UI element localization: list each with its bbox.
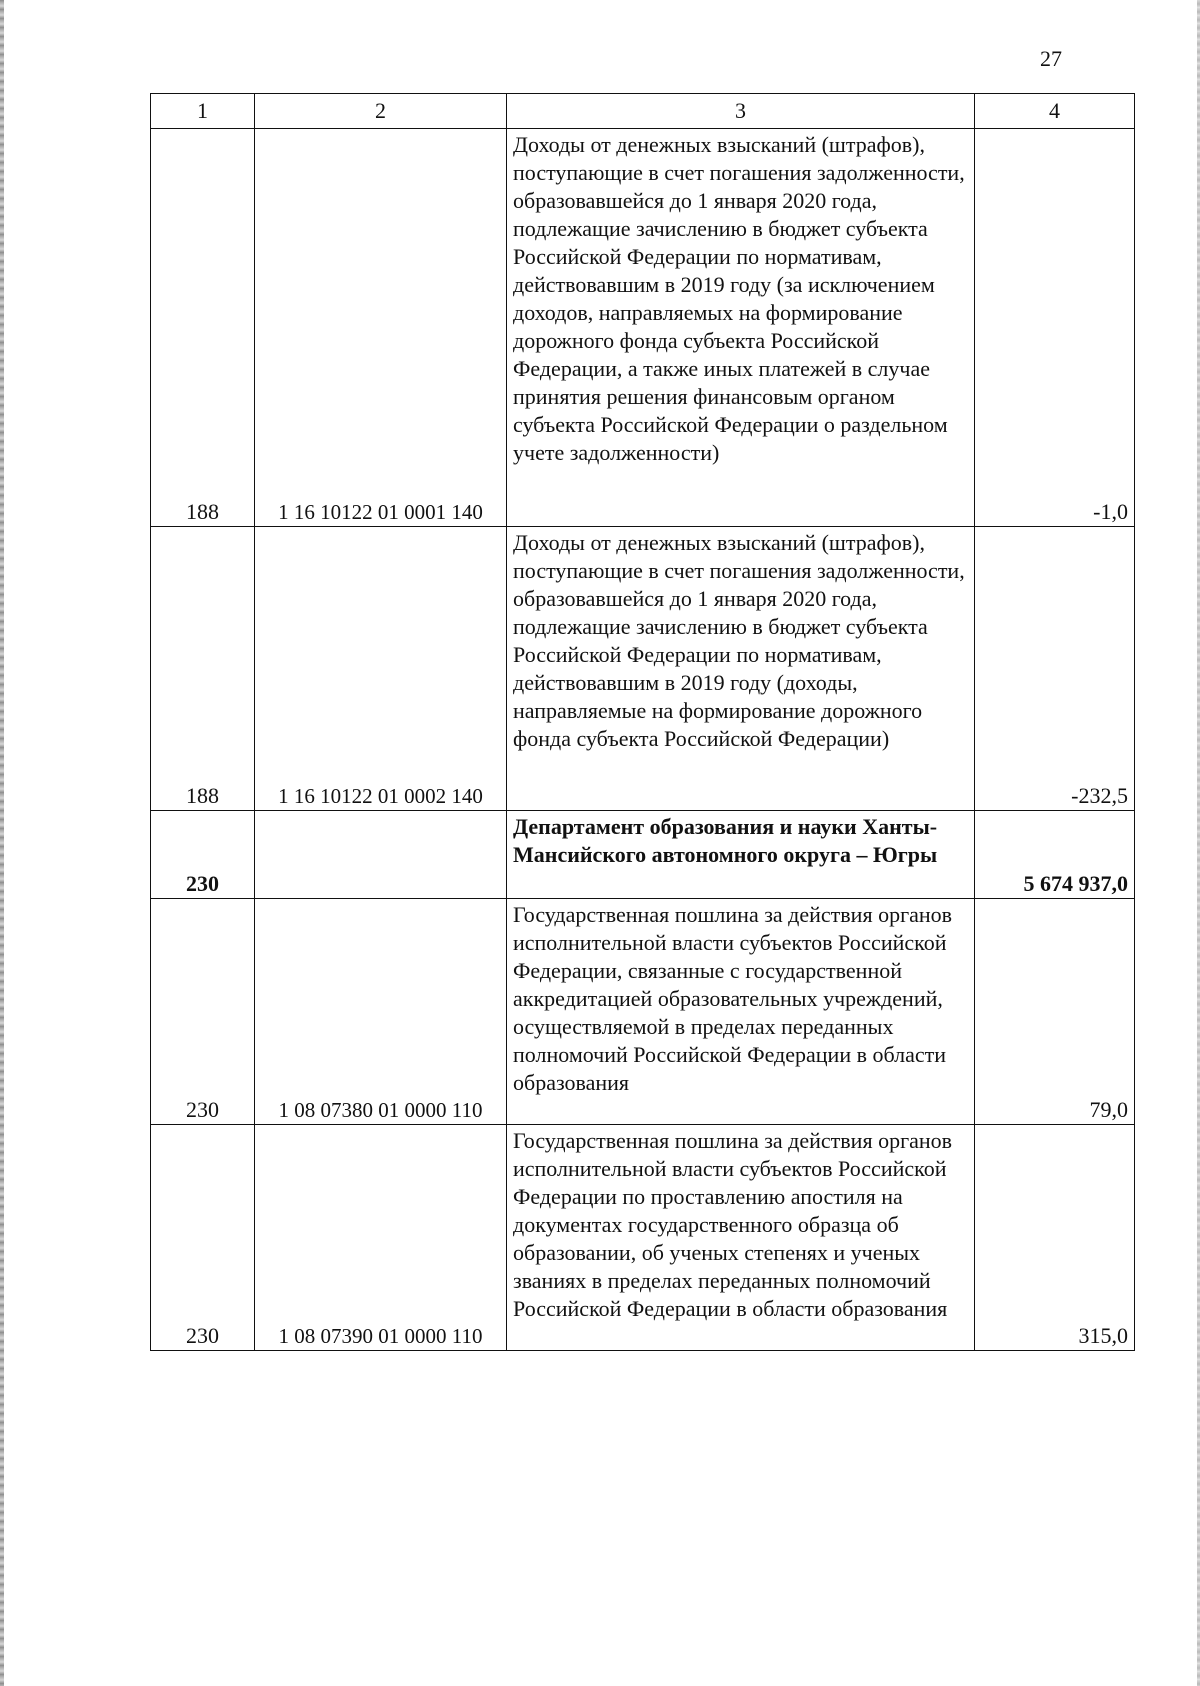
admin-code-cell: 230	[151, 899, 255, 1125]
amount-cell: 79,0	[975, 899, 1135, 1125]
admin-code-cell: 188	[151, 129, 255, 527]
department-name-cell: Департамент образования и науки Ханты-Мансийского автономного округа – Югры	[507, 811, 975, 899]
admin-code-cell: 230	[151, 811, 255, 899]
department-total-cell: 5 674 937,0	[975, 811, 1135, 899]
kbk-code-cell	[255, 811, 507, 899]
admin-code-cell: 230	[151, 1125, 255, 1351]
revenue-name-cell: Доходы от денежных взысканий (штрафов), поступающие в счет погашения задолженности, образовавшейся до 1 января 2020 года, подлежащие зачислению в бюджет субъекта Российской Федерации по нормативам, действовавшим в 2019 году (за исключением доходов, направляемых на формирование дорожного фонда субъекта Российской Федерации, а также иных платежей в случае принятия решения финансовым органом субъекта Российской Федерации о раздельном учете задолженности)	[507, 129, 975, 527]
kbk-code-cell: 1 08 07380 01 0000 110	[255, 899, 507, 1125]
revenue-name-cell: Государственная пошлина за действия органов исполнительной власти субъектов Российской Федерации, связанные с государственной аккредитацией образовательных учреждений, осуществляемой в пределах переданных полномочий Российской Федерации в области образования	[507, 899, 975, 1125]
table-row	[151, 527, 1135, 811]
revenue-name-cell: Доходы от денежных взысканий (штрафов), поступающие в счет погашения задолженности, образовавшейся до 1 января 2020 года, подлежащие зачислению в бюджет субъекта Российской Федерации по нормативам, действовавшим в 2019 году (доходы, направляемые на формирование дорожного фонда субъекта Российской Федерации)	[507, 527, 975, 811]
budget-revenue-table	[150, 93, 1135, 1351]
table-row	[151, 899, 1135, 1125]
amount-cell: -1,0	[975, 129, 1135, 527]
table-row-department	[151, 811, 1135, 899]
header-col-2: 2	[255, 94, 507, 129]
table-row	[151, 1125, 1135, 1351]
revenue-name-cell: Государственная пошлина за действия органов исполнительной власти субъектов Российской Федерации по проставлению апостиля на документах государственного образца об образовании, об ученых степенях и ученых званиях в пределах переданных полномочий Российской Федерации в области образования	[507, 1125, 975, 1351]
scan-edge-left	[0, 0, 4, 1686]
kbk-code-cell: 1 16 10122 01 0001 140	[255, 129, 507, 527]
amount-cell: -232,5	[975, 527, 1135, 811]
header-row	[151, 94, 1135, 129]
kbk-code-cell: 1 08 07390 01 0000 110	[255, 1125, 507, 1351]
header-col-3: 3	[507, 94, 975, 129]
amount-cell: 315,0	[975, 1125, 1135, 1351]
admin-code-cell: 188	[151, 527, 255, 811]
header-col-4: 4	[975, 94, 1135, 129]
page-number: 27	[1040, 46, 1062, 71]
kbk-code-cell: 1 16 10122 01 0002 140	[255, 527, 507, 811]
table-row	[151, 129, 1135, 527]
header-col-1: 1	[151, 94, 255, 129]
